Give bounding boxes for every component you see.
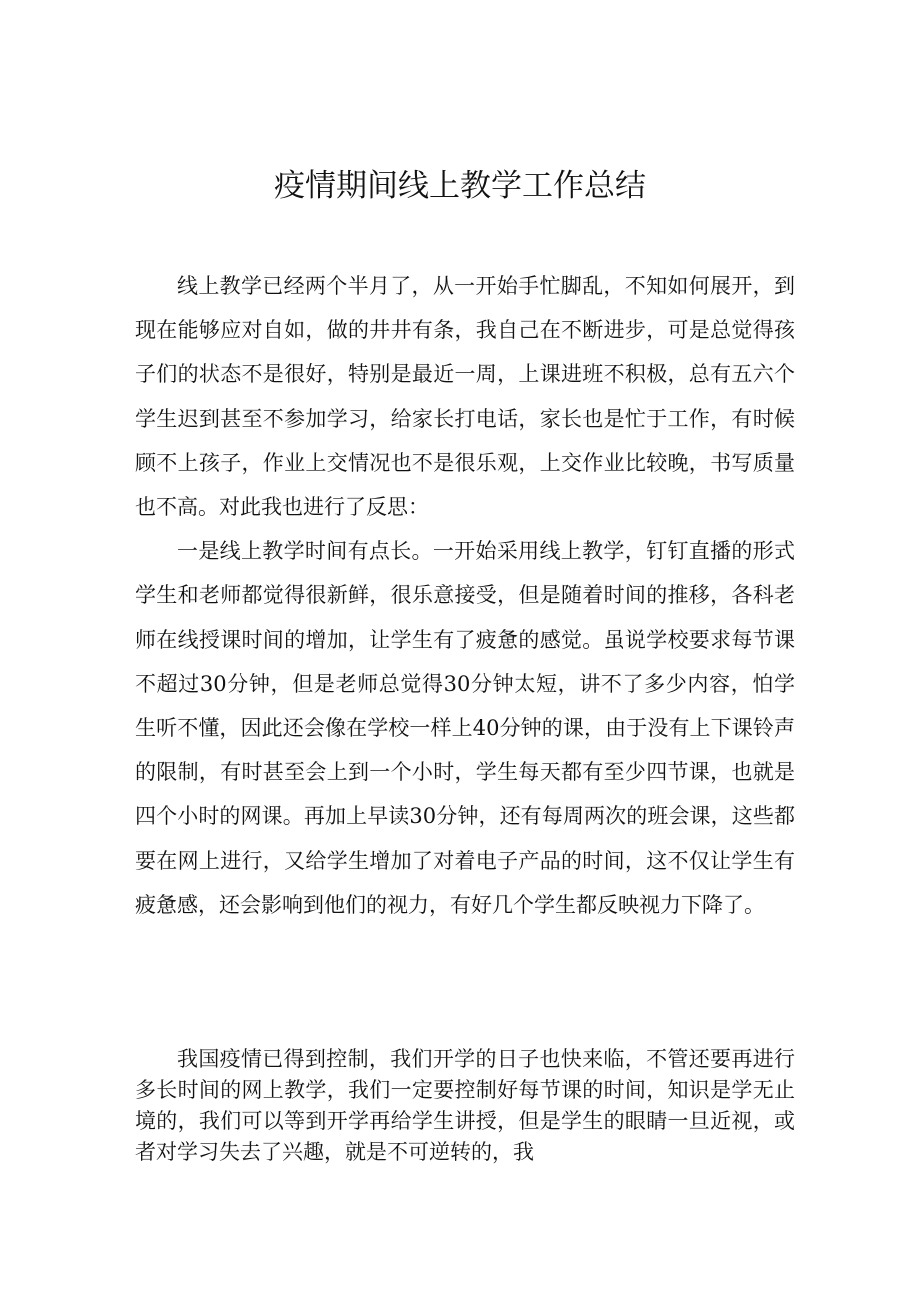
paragraph-reflection-one: 一是线上教学时间有点长。一开始采用线上教学，钉钉直播的形式学生和老师都觉得很新鲜，很乐意接受，但是随着时间的推移，各科老师在线授课时间的增加，让学生有了疲惫的感觉。虽说学校要求每节课不超过30分钟，但是老师总觉得30分钟太短，讲不了多少内容，怕学生听不懂，因此还会像在学校一样上40分钟的课，由于没有上下课铃声的限制，有时甚至会上到一个小时，学生每天都有至少四节课，也就是四个小时的网课。再加上早读30分钟，还有每周两次的班会课，这些都要在网上进行，又给学生增加了对着电子产品的时间，这不仅让学生有疲惫感，还会影响到他们的视力，有好几个学生都反映视力下降了。 <box>135 539 795 917</box>
document-title: 疫情期间线上教学工作总结 <box>274 168 646 204</box>
paragraph-conclusion: 我国疫情已得到控制，我们开学的日子也快来临，不管还要再进行多长时间的网上教学，我们一定要控制好每节课的时间，知识是学无止境的，我们可以等到开学再给学生讲授，但是学生的眼睛一旦近视，或者对学习失去了兴趣，就是不可逆转的，我 <box>135 1047 795 1164</box>
body-section-main <box>135 264 795 927</box>
paragraph-intro: 线上教学已经两个半月了，从一开始手忙脚乱，不知如何展开，到现在能够应对自如，做的井井有条，我自己在不断进步，可是总觉得孩子们的状态不是很好，特别是最近一周，上课进班不积极，总有五六个学生迟到甚至不参加学习，给家长打电话，家长也是忙于工作，有时候顾不上孩子，作业上交情况也不是很乐观，上交作业比较晚，书写质量也不高。对此我也进行了反思： <box>135 274 795 520</box>
